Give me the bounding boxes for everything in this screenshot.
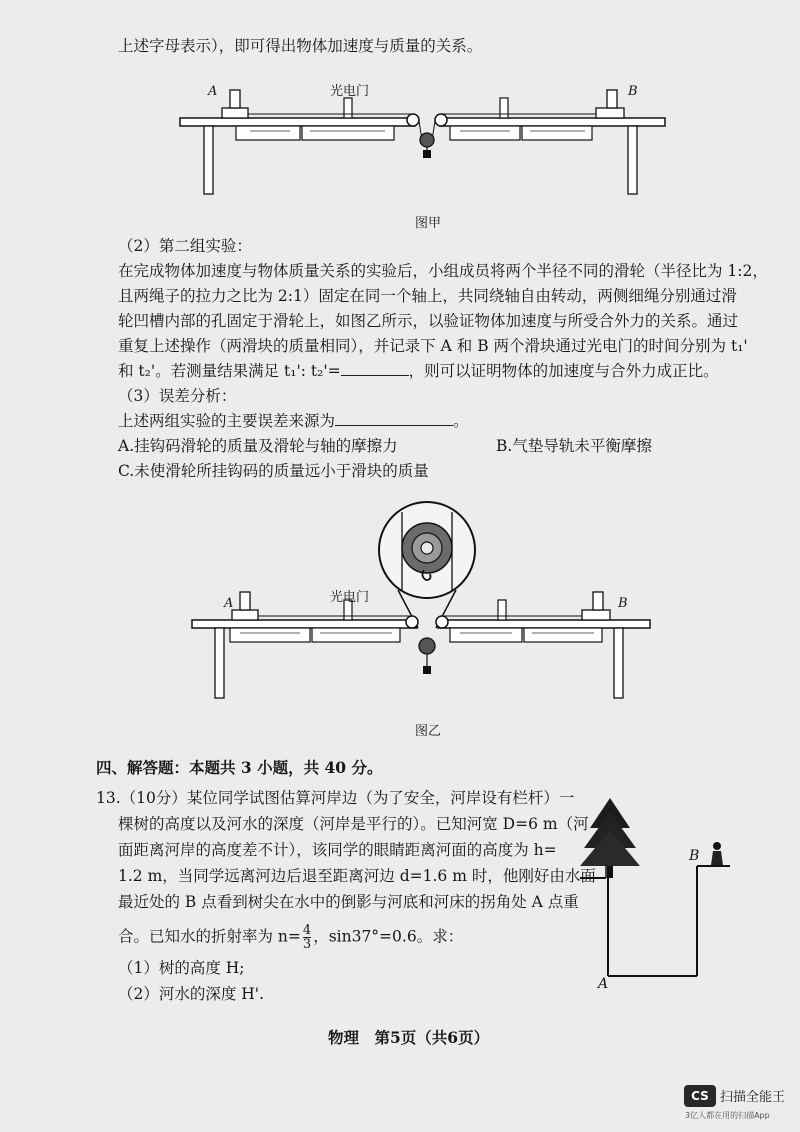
section4-heading: 四、解答题：本题共 3 小题，共 40 分。 bbox=[96, 758, 383, 777]
river-label-a: A bbox=[598, 976, 609, 992]
q13-sub1: （1）树的高度 H; bbox=[118, 959, 245, 977]
q13-line6a: 合。已知水的折射率为 n= bbox=[118, 927, 301, 946]
scanner-tagline: 3亿人都在用的扫描App bbox=[685, 1111, 770, 1120]
q13-line4: 1.2 m，当同学远离河边后退至距离河边 d=1.6 m 时，他刚好由水面 bbox=[118, 867, 596, 885]
q2-answer-blank[interactable] bbox=[341, 361, 409, 376]
figure-yi-drawing bbox=[0, 480, 800, 740]
fig-jia-label-b: B bbox=[628, 84, 638, 99]
scanner-logo-icon: CS bbox=[684, 1085, 716, 1107]
q3-option-c: C.未使滑轮所挂钩码的质量远小于滑块的质量 bbox=[118, 462, 429, 480]
q2-line3: 轮凹槽内部的孔固定于滑轮上，如图乙所示，以验证物体加速度与所受合外力的关系。通过 bbox=[118, 312, 739, 330]
fig-yi-label-a: A bbox=[224, 596, 234, 611]
refractive-index-fraction bbox=[303, 924, 311, 951]
fig-yi-caption: 图乙 bbox=[415, 724, 442, 739]
q2-line5b: ，则可以证明物体的加速度与合外力成正比。 bbox=[408, 362, 719, 380]
q13-line6b: ，sin37°=0.6。求： bbox=[313, 927, 464, 946]
fig-yi-label-b: B bbox=[618, 596, 628, 611]
fig-yi-gate-label: 光电门 bbox=[330, 590, 370, 605]
page-footer: 物理 第5页（共6页） bbox=[328, 1028, 490, 1047]
q2-heading: （2）第二组实验： bbox=[118, 237, 252, 255]
q13-line5: 最近处的 B 点看到树尖在水中的倒影与河底和河床的拐角处 A 点重 bbox=[118, 893, 579, 911]
q3-option-a: A.挂钩码滑轮的质量及滑轮与轴的摩擦力 bbox=[118, 437, 398, 455]
q3-answer-blank[interactable] bbox=[335, 411, 453, 426]
scanner-name: 扫描全能王 bbox=[720, 1090, 786, 1105]
q3-line1 bbox=[118, 411, 469, 431]
river-diagram bbox=[580, 788, 730, 998]
q2-line1: 在完成物体加速度与物体质量关系的实验后，小组成员将两个半径不同的滑轮（半径比为 1:2， bbox=[118, 262, 768, 280]
fig-jia-label-a: A bbox=[208, 84, 218, 99]
figure-jia-drawing bbox=[0, 0, 800, 230]
q2-line5a: 和 t₂'。若测量结果满足 t₁': t₂'= bbox=[118, 362, 341, 380]
q13-line3: 面距离河岸的高度差不计），该同学的眼睛距离河面的高度为 h= bbox=[118, 841, 557, 859]
q13-line1: 13.（10分）某位同学试图估算河岸边（为了安全，河岸设有栏杆）一 bbox=[96, 789, 575, 807]
fig-jia-gate-label: 光电门 bbox=[330, 84, 370, 99]
frac-num: 4 bbox=[302, 923, 312, 938]
fig-jia-caption: 图甲 bbox=[415, 216, 442, 231]
q13-line2: 棵树的高度以及河水的深度（河岸是平行的）。已知河宽 D=6 m（河 bbox=[118, 815, 589, 833]
q13-line6 bbox=[118, 924, 463, 951]
q3-line1b: 。 bbox=[453, 412, 469, 430]
river-label-b: B bbox=[689, 848, 700, 864]
person-icon bbox=[713, 842, 721, 850]
q3-heading: （3）误差分析： bbox=[118, 387, 237, 405]
q2-line4: 重复上述操作（两滑块的质量相同），并记录下 A 和 B 两个滑块通过光电门的时间分别为 t₁' bbox=[118, 337, 748, 355]
q2-line5 bbox=[118, 361, 719, 381]
q3-option-b: B.气垫导轨未平衡摩擦 bbox=[496, 437, 652, 455]
q3-line1a: 上述两组实验的主要误差来源为 bbox=[118, 412, 336, 430]
q13-sub2: （2）河水的深度 H'. bbox=[118, 985, 264, 1003]
q2-line2: 且两绳子的拉力之比为 2:1）固定在同一个轴上，共同绕轴自由转动，两侧细绳分别通过滑 bbox=[118, 287, 737, 305]
intro-line: 上述字母表示），即可得出物体加速度与质量的关系。 bbox=[118, 37, 483, 55]
frac-den: 3 bbox=[302, 937, 312, 952]
